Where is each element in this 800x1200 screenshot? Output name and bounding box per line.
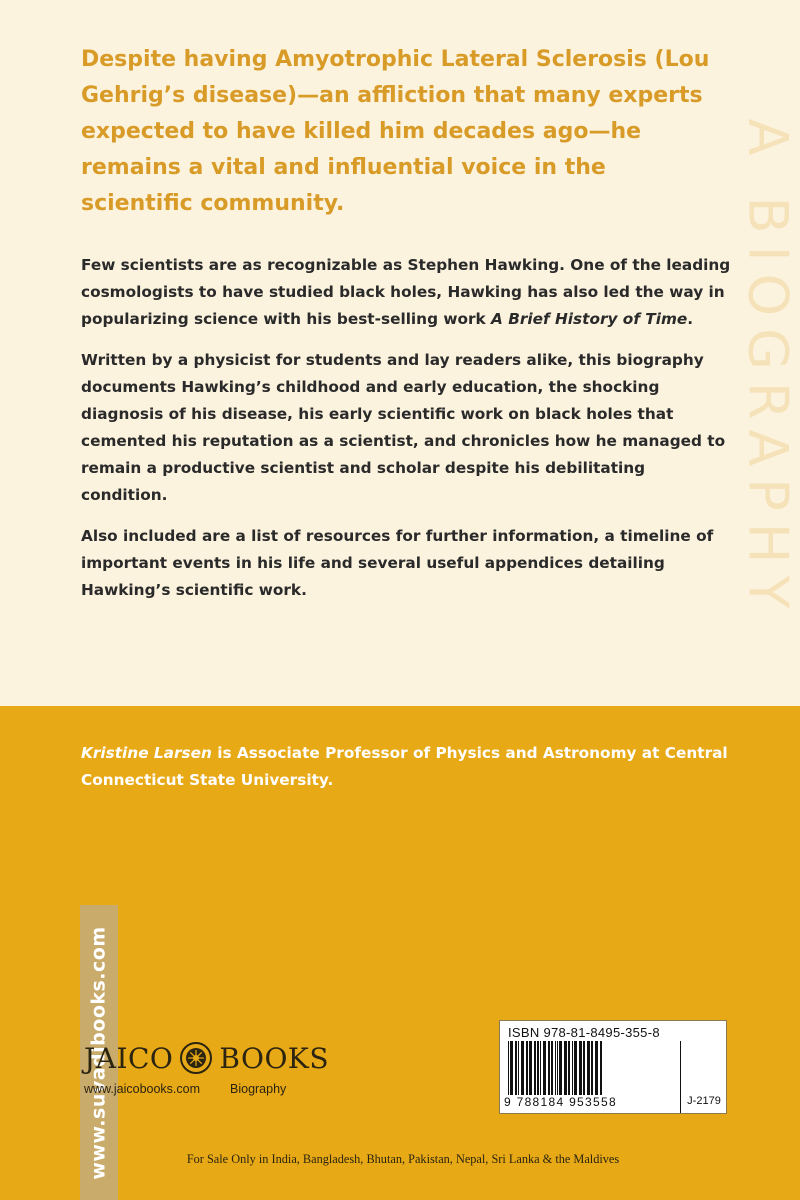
- description-p1-end: .: [687, 310, 694, 328]
- description-paragraph-2: Written by a physicist for students and lay readers alike, this biography documents Hawking’s childhood and early education, the shocking diagnosis of his disease, his early scientific work on black holes that cemented his reputation as a scientist, and chronicles how he managed to remain a productive scientist and scholar despite his debilitating condition.: [81, 351, 726, 504]
- barcode-bar: [583, 1041, 585, 1095]
- barcode-bar: [579, 1041, 582, 1095]
- publisher-name-right: BOOKS: [219, 1041, 329, 1075]
- barcode-bar: [551, 1041, 553, 1095]
- sale-territory-note: For Sale Only in India, Bangladesh, Bhutan, Pakistan, Nepal, Sri Lanka & the Maldives: [186, 1152, 620, 1166]
- barcode-bar: [521, 1041, 524, 1095]
- barcode-bar: [587, 1041, 590, 1095]
- barcode-bar: [595, 1041, 598, 1095]
- barcode-bar: [543, 1041, 546, 1095]
- publisher-logo: [84, 1040, 344, 1100]
- pull-quote: Despite having Amyotrophic Lateral Sclerosis (Lou Gehrig’s disease)—an affliction that many experts expected to have killed him decades ago—he remains a vital and influential voice in the scientific community.: [81, 47, 710, 216]
- barcode-bar: [568, 1041, 570, 1095]
- spine-label-area: [728, 44, 800, 694]
- barcode-bar: [510, 1041, 513, 1095]
- isbn-barcode: [499, 1020, 727, 1114]
- description-paragraph-3: Also included are a list of resources for further information, a timeline of important events in his life and several useful appendices detailing Hawking’s scientific work.: [81, 527, 714, 599]
- sun-emblem-icon: [179, 1041, 213, 1075]
- barcode-bar: [600, 1041, 602, 1095]
- book-category: Biography: [230, 1082, 287, 1096]
- watermark-text: www.suvadibooks.com: [88, 925, 110, 1180]
- barcode-bar: [529, 1041, 532, 1095]
- barcode-bar: [537, 1041, 539, 1095]
- author-name: Kristine Larsen: [81, 744, 212, 762]
- barcode-bar: [564, 1041, 567, 1095]
- barcode-bar: [518, 1041, 519, 1095]
- publisher-name-left: JAICO: [84, 1041, 174, 1075]
- barcode-bar: [515, 1041, 517, 1095]
- author-bio-text: is Associate Professor of Physics and Astronomy at Central Connecticut State University.: [81, 744, 728, 789]
- barcode-bar: [540, 1041, 541, 1095]
- barcode-bar: [572, 1041, 573, 1095]
- barcode-bar: [508, 1041, 509, 1095]
- barcode-bar: [574, 1041, 577, 1095]
- barcode-bar: [555, 1041, 556, 1095]
- description-p1-text: Few scientists are as recognizable as Stephen Hawking. One of the leading cosmologists to have studied black holes, Hawking has also led the way in popularizing science with his best-selling work: [81, 256, 731, 328]
- barcode-bars: [504, 1041, 678, 1095]
- description-paragraph-1: [81, 252, 731, 333]
- barcode-bar: [548, 1041, 550, 1095]
- barcode-bar: [534, 1041, 536, 1095]
- barcode-bar: [526, 1041, 528, 1095]
- product-code: J-2179: [687, 1095, 721, 1107]
- author-bio: [81, 740, 761, 794]
- barcode-digits: 9 788184 953558: [504, 1095, 617, 1109]
- publisher-wordmark: [84, 1040, 344, 1076]
- publisher-subline: [84, 1082, 344, 1096]
- book-title-reference: A Brief History of Time: [491, 310, 688, 328]
- barcode-bar: [557, 1041, 558, 1095]
- spine-label: A BIOGRAPHY: [736, 118, 800, 620]
- isbn-number: ISBN 978-81-8495-355-8: [508, 1025, 660, 1040]
- publisher-website: www.jaicobooks.com: [84, 1082, 201, 1096]
- barcode-bar: [591, 1041, 593, 1095]
- barcode-bar: [559, 1041, 562, 1095]
- description: [81, 252, 731, 618]
